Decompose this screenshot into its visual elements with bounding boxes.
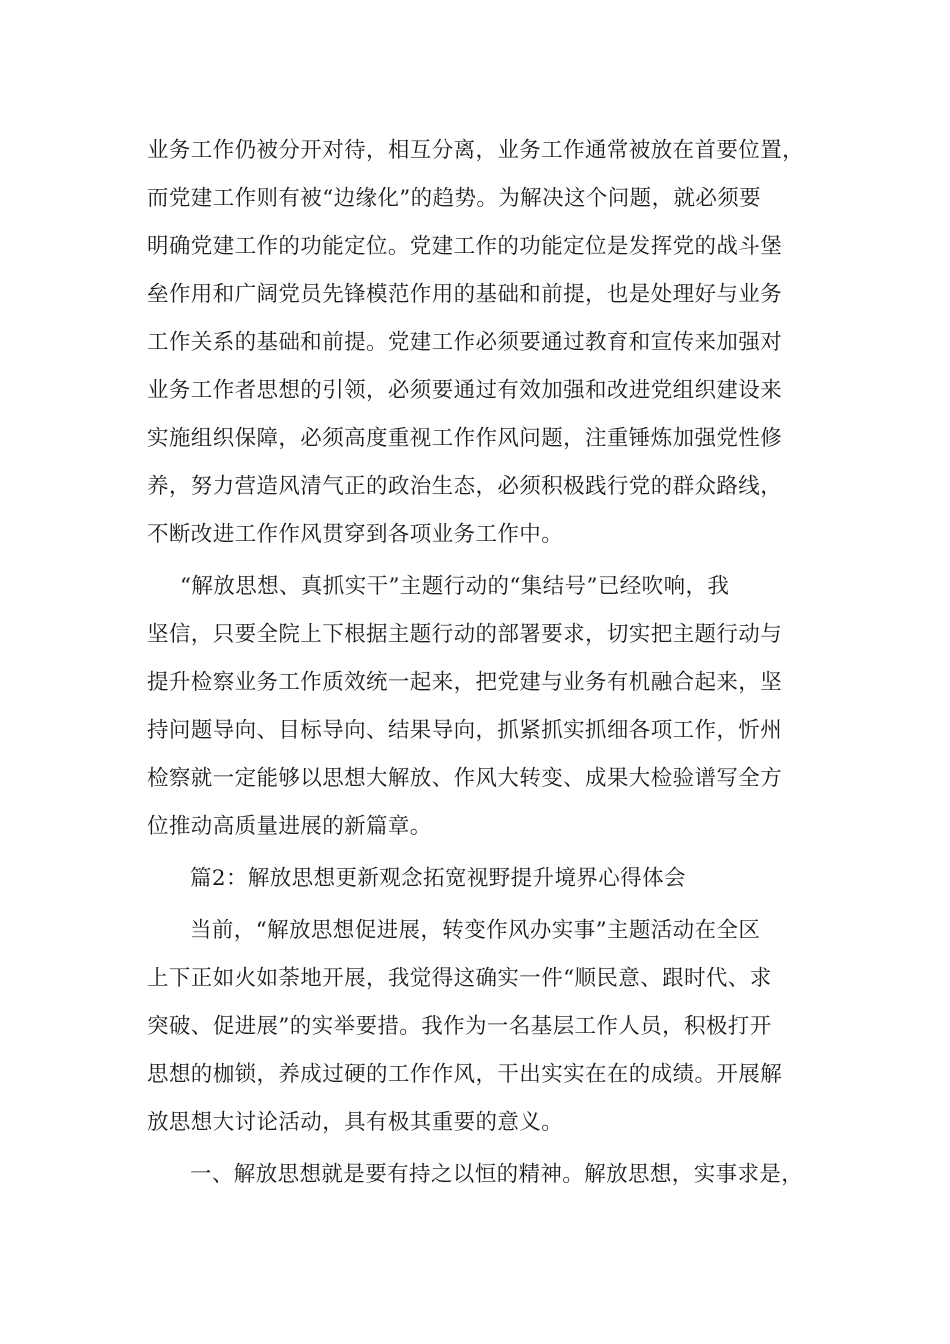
- body-text-line: 垒作用和广阔党员先锋模范作用的基础和前提，也是处理好与业务: [147, 282, 783, 307]
- body-text-line: 实施组织保障，必须高度重视工作作风问题，注重锤炼加强党性修: [147, 426, 783, 451]
- body-text-line: 不断改进工作作风贯穿到各项业务工作中。: [147, 522, 564, 547]
- paragraph-first-line: 一、解放思想就是要有持之以恒的精神。解放思想，实事求是，: [190, 1162, 804, 1187]
- body-text-line: 放思想大讨论活动，具有极其重要的意义。: [147, 1110, 564, 1135]
- paragraph-first-line: 当前，“解放思想促进展，转变作风办实事”主题活动在全区: [190, 918, 761, 943]
- body-text-line: 工作关系的基础和前提。党建工作必须要通过教育和宣传来加强对: [147, 330, 783, 355]
- body-text-line: 业务工作仍被分开对待，相互分离，业务工作通常被放在首要位置，: [147, 138, 805, 163]
- body-text-line: 而党建工作则有被“边缘化”的趋势。为解决这个问题，就必须要: [147, 186, 762, 211]
- body-text-line: 上下正如火如荼地开展，我觉得这确实一件“顺民意、跟时代、求: [147, 966, 772, 991]
- body-text-line: 明确党建工作的功能定位。党建工作的功能定位是发挥党的战斗堡: [147, 234, 783, 259]
- body-text-line: 思想的枷锁，养成过硬的工作作风，干出实实在在的成绩。开展解: [147, 1062, 783, 1087]
- body-text-line: 提升检察业务工作质效统一起来，把党建与业务有机融合起来，坚: [147, 670, 783, 695]
- section-heading: 篇2：解放思想更新观念拓宽视野提升境界心得体会: [190, 866, 686, 891]
- body-text-line: 持问题导向、目标导向、结果导向，抓紧抓实抓细各项工作，忻州: [147, 718, 783, 743]
- body-text-line: 位推动高质量进展的新篇章。: [147, 814, 432, 839]
- body-text-line: 坚信，只要全院上下根据主题行动的部署要求，切实把主题行动与: [147, 622, 783, 647]
- body-text-line: 业务工作者思想的引领，必须要通过有效加强和改进党组织建设来: [147, 378, 783, 403]
- body-text-line: 突破、促进展”的实举要措。我作为一名基层工作人员，积极打开: [147, 1014, 772, 1039]
- body-text-line: 检察就一定能够以思想大解放、作风大转变、成果大检验谱写全方: [147, 766, 783, 791]
- body-text-line: 养，努力营造风清气正的政治生态，必须积极践行党的群众路线，: [147, 474, 783, 499]
- paragraph-first-line: “解放思想、真抓实干”主题行动的“集结号”已经吹响，我: [180, 574, 730, 599]
